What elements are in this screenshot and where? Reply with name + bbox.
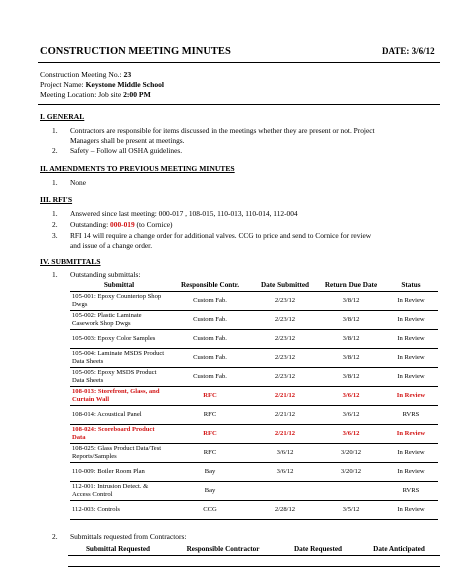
date-submitted-cell: 2/23/12 [252,349,318,368]
return-due-cell: 3/8/12 [318,311,384,330]
table-row [70,463,438,482]
section-submittals-heading: IV. SUBMITTALS [40,257,101,266]
submittal-cell: 105-005: Epoxy MSDS Product Data Sheets [70,368,168,387]
date-submitted-cell: 3/6/12 [252,463,318,482]
date-submitted-cell: 3/6/12 [252,444,318,463]
date-submitted-cell: 2/23/12 [252,292,318,311]
status-cell: In Review [384,387,438,406]
rfi-item-3-text-cont: and issue of a change order. [70,241,153,250]
column-header-submittal-requested: Submittal Requested [68,543,168,556]
submittal-cell: 110-009: Boiler Room Plan [70,463,168,482]
submittals-item-1-num: 1. [52,270,58,279]
status-cell: In Review [384,311,438,330]
column-header-return-due: Return Due Date [318,279,384,292]
table-header-row [70,279,438,292]
rfi-item-2-text: Outstanding: 000-019 (to Cornice) [70,220,173,229]
meeting-location: Meeting Location: Job site 2:00 PM [40,90,151,99]
column-header-responsible-contractor: Responsible Contractor [168,543,278,556]
return-due-cell: 3/8/12 [318,330,384,349]
section-rfis-heading: III. RFI'S [40,195,73,204]
status-cell: In Review [384,444,438,463]
submittal-cell: 105-001: Epoxy Countertop Shop Dwgs [70,292,168,311]
status-cell: In Review [384,463,438,482]
responsible-cell: Bay [168,482,252,501]
section-amendments-heading: II. AMENDMENTS TO PREVIOUS MEETING MINUTES [40,164,235,173]
table-row [70,349,438,368]
project-name: Project Name: Keystone Middle School [40,80,165,89]
responsible-cell: Custom Fab. [168,330,252,349]
responsible-cell: Custom Fab. [168,292,252,311]
rfi-item-3-num: 3. [52,231,58,240]
status-cell: In Review [384,425,438,444]
submittal-cell: 112-001: Intrusion Detect. & Access Control [70,482,168,501]
responsible-cell: Custom Fab. [168,311,252,330]
amendments-item-1-num: 1. [52,178,58,187]
table-row [70,311,438,330]
column-header-submittal: Submittal [70,279,168,292]
column-header-date-requested: Date Requested [278,543,358,556]
submittal-cell: 105-004: Laminate MSDS Product Data Sheets [70,349,168,368]
rfi-outstanding-number: 000-019 [110,220,135,229]
return-due-cell: 3/20/12 [318,463,384,482]
return-due-cell [318,482,384,501]
submittal-cell: 108-024: Scoreboard Product Data [70,425,168,444]
general-item-2-text: Safety – Follow all OSHA guidelines. [70,146,183,155]
table-row [70,387,438,406]
table-row [70,330,438,349]
return-due-cell: 3/6/12 [318,387,384,406]
responsible-cell: Custom Fab. [168,368,252,387]
table-row [70,368,438,387]
responsible-cell: Bay [168,463,252,482]
submittals-item-2-num: 2. [52,532,58,541]
date-submitted-cell: 2/23/12 [252,330,318,349]
submittal-cell: 112-003: Controls [70,501,168,520]
document-title: CONSTRUCTION MEETING MINUTES [40,46,231,57]
amendments-item-1-text: None [70,178,87,187]
status-cell: RVRS [384,482,438,501]
status-cell: In Review [384,292,438,311]
general-item-1-num: 1. [52,126,58,135]
submittal-cell: 105-002: Plastic Laminate Casework Shop Dwgs [70,311,168,330]
requested-header-row [68,543,440,556]
submittals-item-1-text: Outstanding submittals: [70,270,141,279]
date-submitted-cell: 2/21/12 [252,387,318,406]
return-due-cell: 3/8/12 [318,292,384,311]
date-submitted-cell: 2/23/12 [252,368,318,387]
status-cell: In Review [384,330,438,349]
document-date: DATE: 3/6/12 [382,46,435,56]
table-row [70,292,438,311]
general-item-1-text: Contractors are responsible for items discussed in the meetings whether they are present or not. Project [70,126,375,135]
rfi-item-1-num: 1. [52,209,58,218]
responsible-cell: RFC [168,425,252,444]
responsible-cell: CCG [168,501,252,520]
title-divider [38,62,440,63]
general-item-1-text-cont: Managers shall be present at meetings. [70,136,185,145]
return-due-cell: 3/20/12 [318,444,384,463]
table-row [68,556,440,567]
column-header-date-anticipated: Date Anticipated [358,543,440,556]
return-due-cell: 3/6/12 [318,406,384,425]
outstanding-submittals-table [70,279,438,520]
responsible-cell: Custom Fab. [168,349,252,368]
column-header-responsible: Responsible Contr. [168,279,252,292]
responsible-cell: RFC [168,406,252,425]
rfi-item-1-text: Answered since last meeting: 000-017 , 108-015, 110-013, 110-014, 112-004 [70,209,298,218]
date-submitted-cell: 2/21/12 [252,425,318,444]
status-cell: In Review [384,349,438,368]
date-submitted-cell: 2/28/12 [252,501,318,520]
rfi-item-3-text: RFI 14 will require a change order for additional valves. CCG to price and send to Cornice for review [70,231,372,240]
status-cell: In Review [384,501,438,520]
table-row [70,444,438,463]
table-row [70,501,438,520]
status-cell: RVRS [384,406,438,425]
return-due-cell: 3/6/12 [318,425,384,444]
submittal-cell: 105-003: Epoxy Color Samples [70,330,168,349]
submittal-cell: 108-014: Acoustical Panel [70,406,168,425]
submittal-cell: 108-013: Storefront, Glass, and Curtain Wall [70,387,168,406]
responsible-cell: RFC [168,387,252,406]
rfi-item-2-num: 2. [52,220,58,229]
date-submitted-cell: 2/23/12 [252,311,318,330]
responsible-cell: RFC [168,444,252,463]
section-general-heading: I. GENERAL [40,112,85,121]
info-divider [38,104,440,105]
status-cell: In Review [384,368,438,387]
meeting-number: Construction Meeting No.: 23 [40,70,132,79]
column-header-date-submitted: Date Submitted [252,279,318,292]
date-submitted-cell: 2/21/12 [252,406,318,425]
submittals-item-2-text: Submittals requested from Contractors: [70,532,187,541]
date-submitted-cell [252,482,318,501]
return-due-cell: 3/8/12 [318,368,384,387]
return-due-cell: 3/8/12 [318,349,384,368]
requested-submittals-table [68,543,440,567]
return-due-cell: 3/5/12 [318,501,384,520]
submittal-cell: 108-025: Glass Product Data/Test Reports/Samples [70,444,168,463]
general-item-2-num: 2. [52,146,58,155]
table-row [70,425,438,444]
table-row [70,482,438,501]
column-header-status: Status [384,279,438,292]
table-row [70,406,438,425]
